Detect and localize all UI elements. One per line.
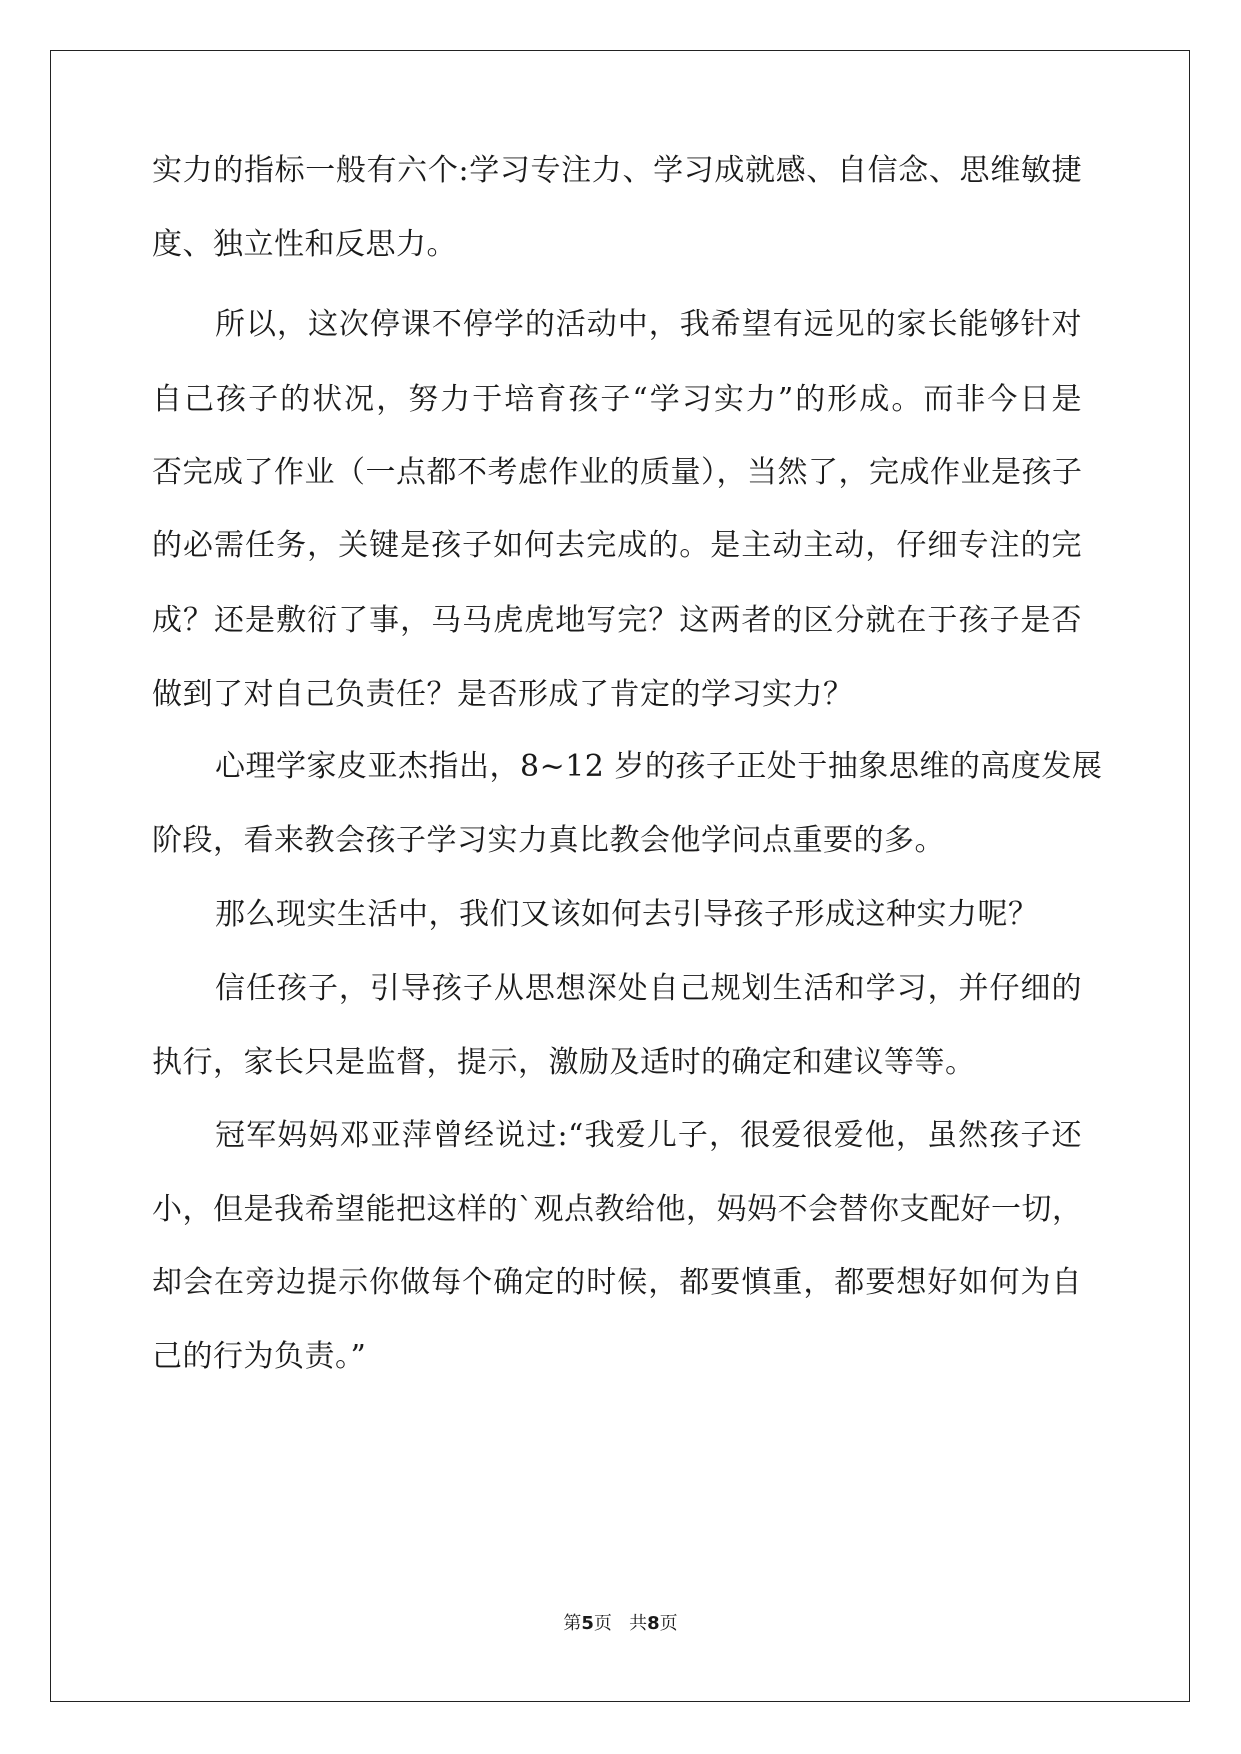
paragraph-start-line: 那么现实生活中，我们又该如何去引导孩子形成这种实力呢？: [215, 897, 1039, 932]
paragraph-start-line: 信任孩子，引导孩子从思想深处自己规划生活和学习，并仔细的: [215, 971, 1082, 1006]
text-line: 执行，家长只是监督，提示，激励及适时的确定和建议等等。: [152, 1045, 976, 1080]
text-line: 自己孩子的状况，努力于培育孩子“学习实力”的形成。而非今日是: [152, 382, 1082, 417]
text-line: 阶段，看来教会孩子学习实力真比教会他学问点重要的多。: [152, 823, 945, 858]
text-line: 实力的指标一般有六个:学习专注力、学习成就感、自信念、思维敏捷: [152, 153, 1082, 188]
paragraph-start-line: 所以，这次停课不停学的活动中，我希望有远见的家长能够针对: [215, 307, 1082, 342]
text-line: 小，但是我希望能把这样的`观点教给他，妈妈不会替你支配好一切，: [152, 1192, 1083, 1227]
text-line: 成？还是敷衍了事，马马虎虎地写完？这两者的区分就在于孩子是否: [152, 603, 1082, 638]
footer-suffix: 页: [659, 1613, 678, 1634]
paragraph-start-line: 心理学家皮亚杰指出，8~12 岁的孩子正处于抽象思维的高度发展: [215, 749, 1103, 784]
current-page-number: 5: [581, 1613, 594, 1634]
text-line: 却会在旁边提示你做每个确定的时候，都要慎重，都要想好如何为自: [152, 1265, 1082, 1300]
text-line: 度、独立性和反思力。: [152, 227, 457, 262]
text-line: 的必需任务，关键是孩子如何去完成的。是主动主动，仔细专注的完: [152, 528, 1082, 563]
text-line: 己的行为负责。”: [152, 1339, 367, 1374]
page-border: [50, 50, 1190, 1702]
page-footer: [0, 1612, 1241, 1636]
text-line: 否完成了作业（一点都不考虑作业的质量），当然了，完成作业是孩子: [152, 455, 1083, 490]
total-page-number: 8: [647, 1613, 660, 1634]
footer-prefix: 第: [563, 1613, 582, 1634]
text-line: 做到了对自己负责任？是否形成了肯定的学习实力？: [152, 677, 854, 712]
paragraph-start-line: 冠军妈妈邓亚萍曾经说过:“我爱儿子，很爱很爱他，虽然孩子还: [215, 1118, 1082, 1153]
footer-middle: 页 共: [593, 1613, 648, 1634]
